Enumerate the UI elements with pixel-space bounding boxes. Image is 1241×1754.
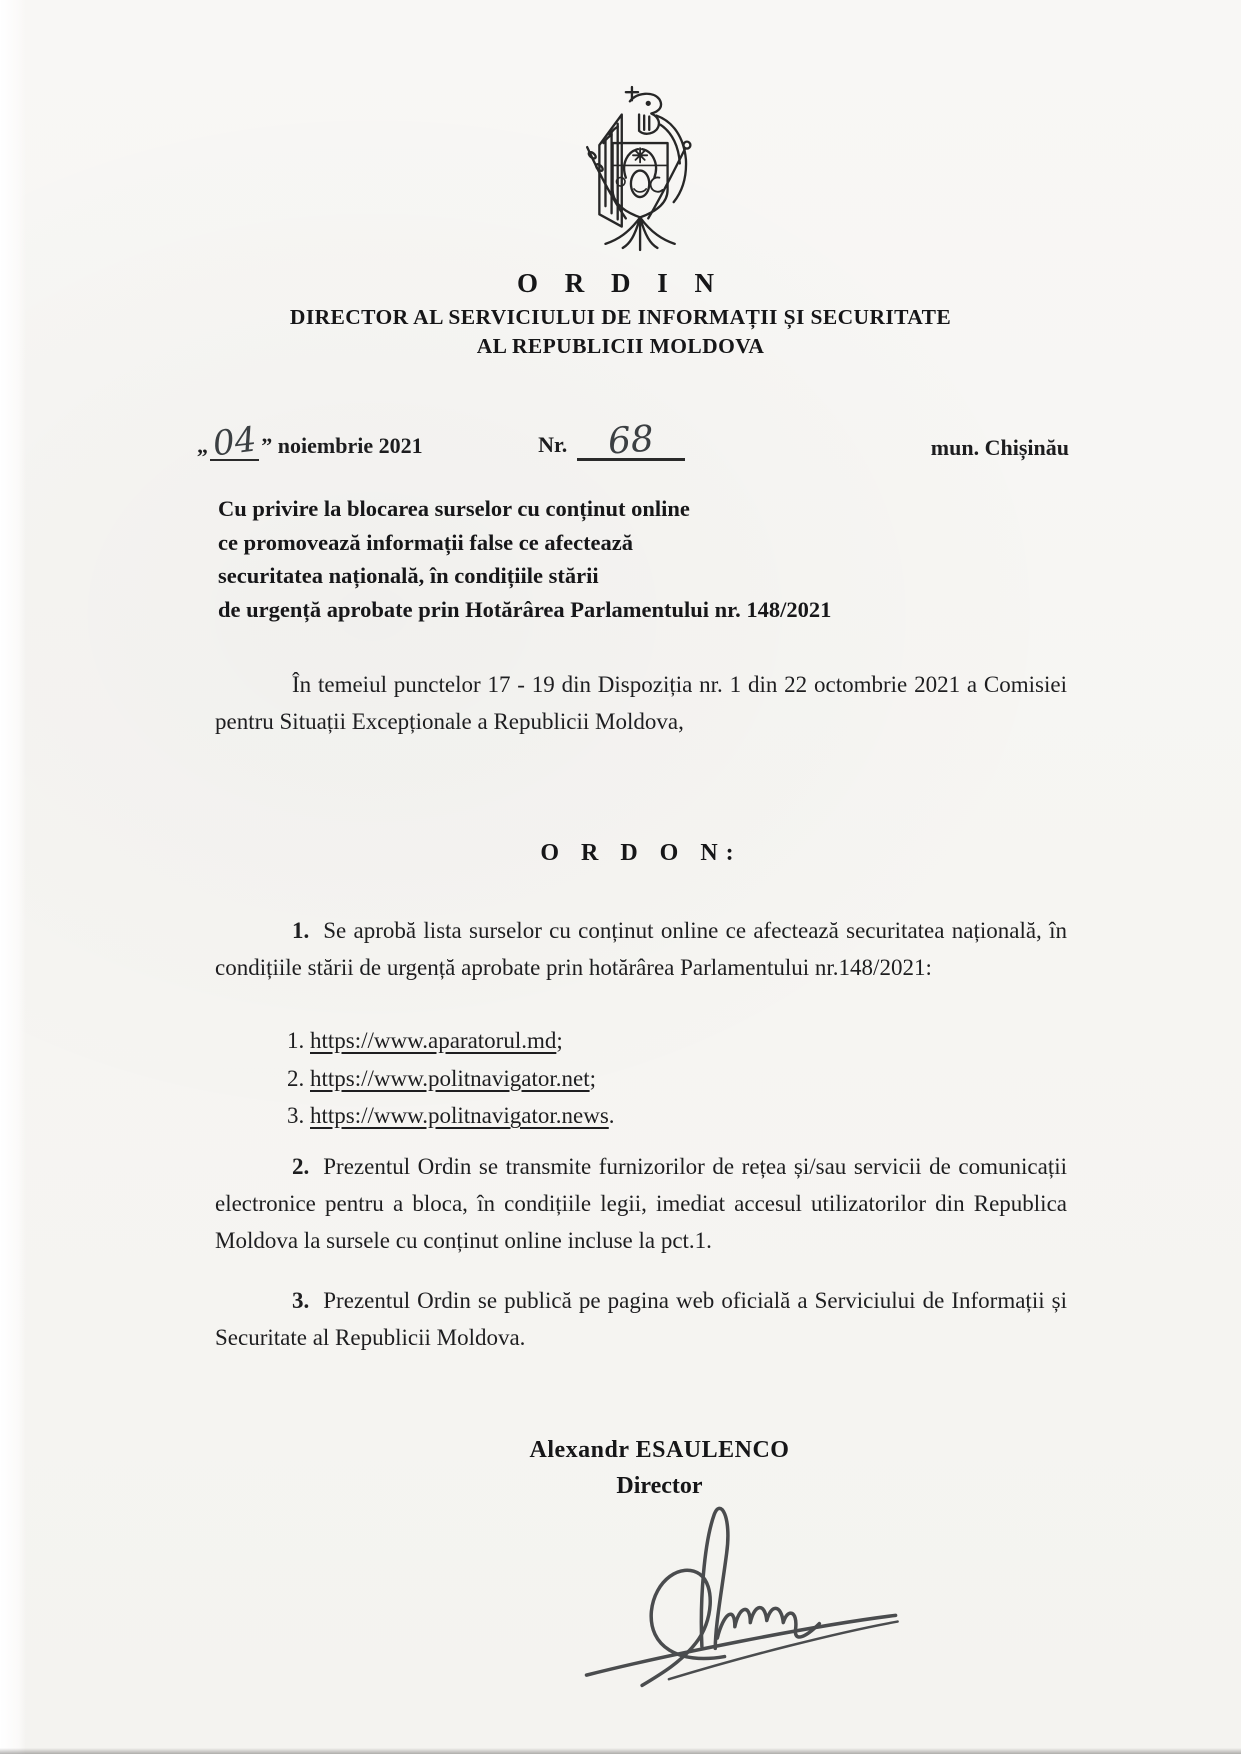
paragraph-2-text: Prezentul Ordin se transmite furnizorilor de rețea și/sau servicii de comunicații electronice pentru a bloca, în condițiile legii, imediat accesul utilizatorilor din Republica Moldova la sursele cu conținut online incluse la pct.1. [215,1154,1067,1253]
paragraph-2 [215,1148,1067,1259]
list-item [287,1097,615,1135]
signatory-title: Director [616,1473,703,1499]
nr-underline [577,418,685,463]
number-field [538,418,815,463]
list-item [287,1060,615,1098]
blocked-sources-list [287,1022,615,1135]
issuer-line-2: AL REPUBLICII MOLDOVA [476,334,765,358]
signatory-name: Alexandr ESAULENCO [529,1437,790,1463]
place-field: mun. Chișinău [930,435,1069,460]
handwritten-date: 04 [210,419,259,465]
subject-line: Cu privire la blocarea surselor cu conținut online [218,496,690,521]
paragraph-3-number: 3. [292,1288,310,1313]
document-header [0,268,1241,361]
list-item-number: 2. [287,1065,305,1091]
paragraph-1-number: 1. [292,918,310,943]
list-item-punctuation: ; [589,1065,596,1091]
quote-open: „ [197,433,208,458]
handwritten-signature [570,1498,910,1708]
preamble-paragraph: În temeiul punctelor 17 - 19 din Dispoziția nr. 1 din 22 octombrie 2021 a Comisiei pentru Situații Excepționale a Republicii Moldova, [215,672,1067,734]
coat-of-arms-icon [558,84,712,252]
ordon-heading: O R D O N: [540,840,742,866]
document-title: O R D I N [516,268,724,298]
list-item-punctuation: ; [556,1028,563,1053]
subject-line: ce promovează informații false ce afectează [218,529,634,555]
issuer-line-1: DIRECTOR AL SERVICIULUI DE INFORMAȚII ȘI SECURITATE [289,305,952,329]
signature-block [78,1437,1241,1500]
paragraph-3 [215,1282,1067,1356]
paragraph-1 [215,912,1067,986]
date-underline [210,419,259,465]
subject-block [218,492,978,626]
nr-label: Nr. [538,432,568,457]
subject-line: securitatea națională, în condițiile stării [218,563,599,588]
blocked-url-link[interactable]: https://www.politnavigator.news [310,1103,609,1128]
paragraph-1-text: Se aprobă lista surselor cu conținut online ce afectează securitatea națională, în condițiile stării de urgență aprobate prin hotărârea Parlamentului nr.148/2021: [215,918,1067,980]
paragraph-3-text: Prezentul Ordin se publică pe pagina web oficială a Serviciului de Informații și Securitate al Republicii Moldova. [215,1288,1067,1350]
meta-row [197,418,1069,465]
handwritten-number: 68 [606,418,656,463]
list-item [287,1022,615,1060]
list-item-punctuation: . [608,1103,615,1128]
blocked-url-link[interactable]: https://www.politnavigator.net [310,1065,590,1091]
blocked-url-link[interactable]: https://www.aparatorul.md [310,1028,557,1053]
list-item-number: 1. [287,1028,305,1053]
subject-line: de urgență aprobate prin Hotărârea Parlamentului nr. 148/2021 [218,596,832,622]
paragraph-2-number: 2. [292,1154,310,1179]
list-item-number: 3. [287,1103,305,1128]
date-field [197,419,423,465]
date-month-year: ” noiembrie 2021 [261,433,423,458]
